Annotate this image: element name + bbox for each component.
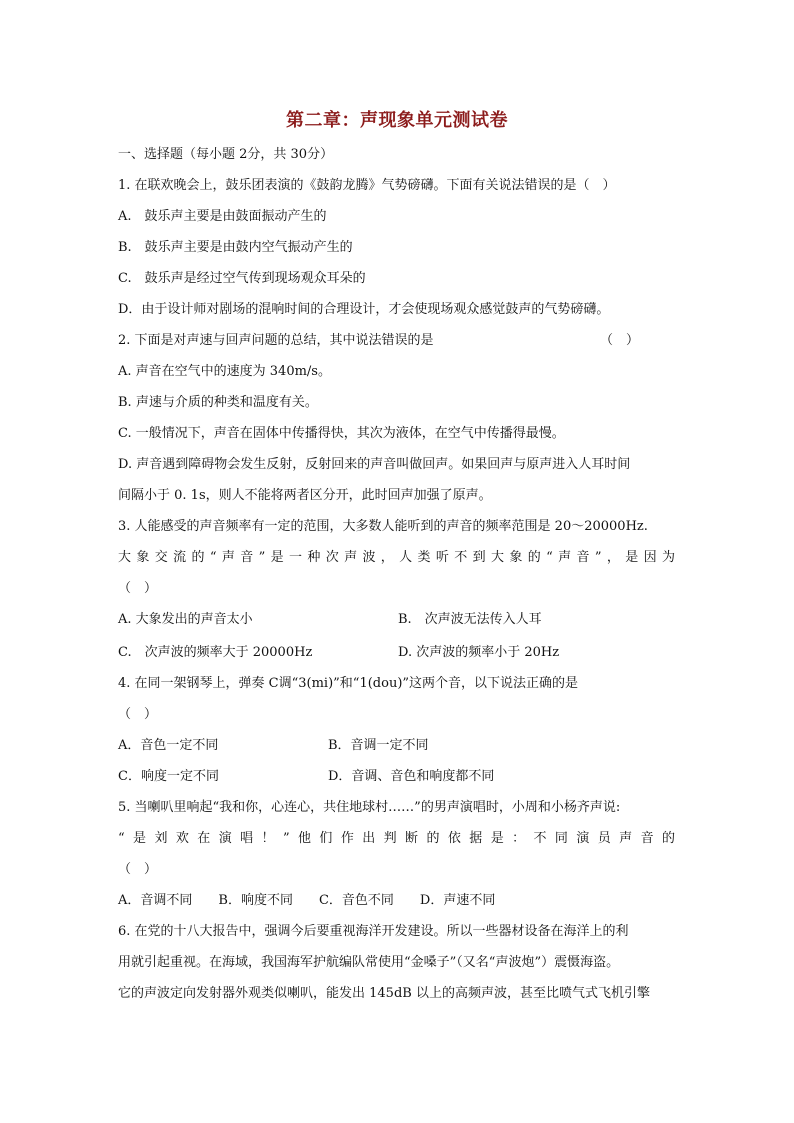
q5-stem-line2: “是刘欢在演唱！”他们作出判断的依据是：不同演员声音的 bbox=[118, 831, 675, 846]
q5-stem-line1: 5. 当喇叭里响起“我和你，心连心，共住地球村……”的男声演唱时，小周和小杨齐声说: bbox=[118, 800, 621, 815]
q6-line2: 用就引起重视。在海域，我国海军护航编队常使用“金嗓子”（又名“声波炮”）震慑海盗。 bbox=[118, 955, 620, 970]
q4-option-c: C．响度一定不同 bbox=[118, 769, 219, 784]
q3-stem-line2: 大象交流的“声音”是一种次声波，人类听不到大象的“声音”，是因为 bbox=[118, 550, 675, 565]
section-heading: 一、选择题（每小题 2分，共 30分） bbox=[118, 147, 334, 162]
q3-option-b: B. 次声波无法传入人耳 bbox=[398, 612, 542, 627]
q2-option-d-line1: D. 声音遇到障碍物会发生反射，反射回来的声音叫做回声。如果回声与原声进入人耳时间 bbox=[118, 457, 631, 472]
page-title: 第二章：声现象单元测试卷 bbox=[286, 110, 508, 131]
q2-option-d-line2: 间隔小于 0. 1s，则人不能将两者区分开，此时回声加强了原声。 bbox=[118, 488, 492, 503]
q5-options bbox=[118, 892, 521, 910]
q3-answer-paren: （ ） bbox=[118, 581, 158, 596]
q1-stem: 1. 在联欢晚会上，鼓乐团表演的《鼓韵龙腾》气势磅礴。下面有关说法错误的是（ ） bbox=[118, 178, 616, 193]
q1-option-c: C. 鼓乐声是经过空气传到现场观众耳朵的 bbox=[118, 271, 366, 286]
q2-stem: 2. 下面是对声速与回声问题的总结，其中说法错误的是 bbox=[118, 333, 434, 348]
q2-answer-paren: （ ） bbox=[600, 333, 640, 348]
q1-option-d: D．由于设计师对剧场的混响时间的合理设计，才会使现场观众感觉鼓声的气势磅礴。 bbox=[118, 302, 610, 317]
q5-option-d: D．声速不同 bbox=[419, 893, 496, 908]
q5-option-b: B．响度不同 bbox=[218, 893, 293, 908]
q1-option-b: B. 鼓乐声主要是由鼓内空气振动产生的 bbox=[118, 240, 353, 255]
q6-line3: 它的声波定向发射器外观类似喇叭，能发出 145dB 以上的高频声波，甚至比喷气式飞机引擎 bbox=[118, 986, 650, 1001]
q3-option-d: D. 次声波的频率小于 20Hz bbox=[398, 645, 560, 660]
q4-stem: 4. 在同一架钢琴上，弹奏 C调“3(mi)”和“1(dou)”这两个音，以下说法正确的是 bbox=[118, 676, 579, 691]
q3-stem-line1: 3. 人能感受的声音频率有一定的范围，大多数人能听到的声音的频率范围是 20～20000Hz. bbox=[118, 519, 648, 534]
q4-option-a: A．音色一定不同 bbox=[118, 738, 219, 753]
q5-option-a: A．音调不同 bbox=[118, 893, 193, 908]
q2-option-a: A. 声音在空气中的速度为 340m/s。 bbox=[118, 364, 331, 379]
q5-answer-paren: （ ） bbox=[118, 862, 158, 877]
q5-option-c: C．音色不同 bbox=[318, 893, 394, 908]
q4-answer-paren: （ ） bbox=[118, 707, 158, 722]
q1-option-a: A. 鼓乐声主要是由鼓面振动产生的 bbox=[118, 209, 327, 224]
q4-option-d: D．音调、音色和响度都不同 bbox=[328, 769, 495, 784]
q6-line1: 6. 在党的十八大报告中，强调今后要重视海洋开发建设。所以一些器材设备在海洋上的利 bbox=[118, 924, 629, 939]
q2-option-c: C. 一般情况下，声音在固体中传播得快，其次为液体，在空气中传播得最慢。 bbox=[118, 426, 565, 441]
q4-option-b: B．音调一定不同 bbox=[328, 738, 429, 753]
q2-option-b: B. 声速与介质的种类和温度有关。 bbox=[118, 395, 318, 410]
q3-option-a: A. 大象发出的声音太小 bbox=[118, 612, 253, 627]
q3-option-c: C. 次声波的频率大于 20000Hz bbox=[118, 645, 313, 660]
